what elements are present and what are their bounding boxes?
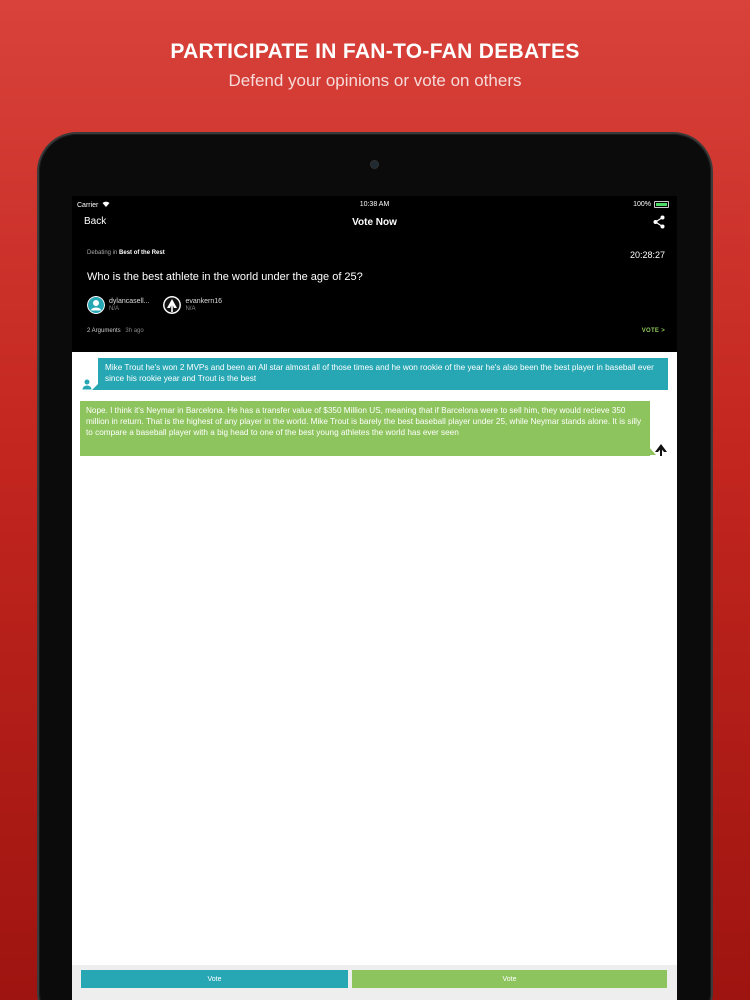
debate-timer: 20:28:27: [629, 250, 665, 260]
participant-name: dylancasell...: [109, 297, 150, 305]
vote-footer: [72, 965, 677, 1000]
status-battery: [633, 201, 669, 208]
status-time: 10:38 AM: [359, 201, 390, 208]
promo-subtitle: Defend your opinions or vote on others: [228, 71, 522, 90]
debate-header: [72, 196, 677, 352]
logo-icon: [654, 444, 668, 456]
arguments-count: 2 Arguments: [87, 328, 121, 334]
nav-bar: [72, 212, 677, 236]
app-screen: [72, 196, 677, 1000]
posted-ago: 3h ago: [125, 328, 144, 334]
battery-percent: 100%: [633, 201, 651, 208]
nav-title: Vote Now: [352, 217, 397, 228]
participant-2[interactable]: [163, 296, 222, 314]
participant-1[interactable]: [87, 296, 149, 314]
battery-fill: [656, 203, 667, 206]
debate-meta: [87, 328, 144, 334]
status-bar: [72, 199, 677, 211]
camera-icon: [370, 160, 379, 169]
participant-score: N/A: [109, 305, 120, 312]
debate-context: [87, 250, 165, 256]
participant-name: evankern16: [185, 297, 223, 305]
carrier-label: Carrier: [77, 202, 99, 209]
vote-left-button[interactable]: Vote: [81, 970, 348, 988]
participants: [87, 296, 222, 314]
vote-right-button[interactable]: Vote: [352, 970, 667, 988]
user-icon: [82, 378, 92, 390]
debate-question: Who is the best athlete in the world under the age of 25?: [87, 271, 363, 283]
promo-title: PARTICIPATE IN FAN-TO-FAN DEBATES: [170, 40, 580, 63]
participant-1-info: [109, 298, 149, 313]
battery-icon: [654, 201, 669, 208]
participant-score: N/A: [185, 305, 196, 312]
vote-link[interactable]: VOTE >: [641, 328, 665, 334]
back-button[interactable]: Back: [84, 216, 107, 227]
argument-bubble-right: Nope. I think it's Neymar in Barcelona. He has a transfer value of $350 Million US, meaning that if Barcelona were to sell him, they would recieve 350 million in return. That is the highest of any player in the world. Mike Trout is barely the best baseball player under 25, while Neymar stands alone. It is silly to compare a baseball player with a big head to one of the best young athletes the world has ever seen: [80, 401, 650, 456]
user-avatar-icon: [87, 296, 105, 314]
debate-category[interactable]: Best of the Rest: [119, 250, 165, 256]
participant-2-info: [185, 298, 222, 313]
argument-bubble-left: Mike Trout he's won 2 MVPs and been an All star almost all of those times and he won rookie of the year he's also been the best player in baseball ever since his rookie year and Trout is the best: [98, 358, 668, 390]
context-prefix: Debating in: [87, 250, 118, 256]
share-icon[interactable]: [653, 215, 665, 229]
logo-avatar-icon: [163, 296, 181, 314]
